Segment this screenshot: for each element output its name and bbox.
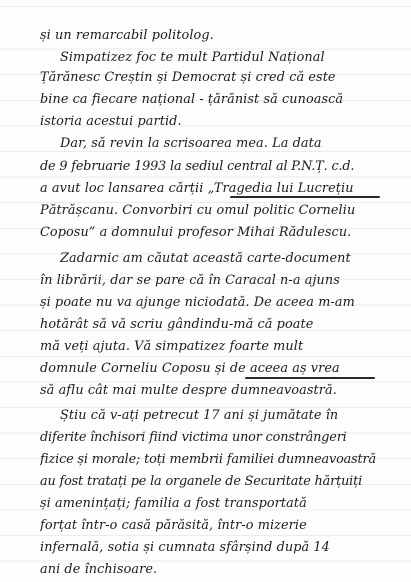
letter-line-25: ani de închisoare. — [40, 562, 158, 577]
letter-line-4: bine ca fiecare național - țărănist să cunoască — [40, 92, 344, 107]
letter-line-11: Zadarnic am căutat această carte-document — [60, 251, 351, 266]
letter-line-18: Știu că v-ați petrecut 17 ani și jumătate în — [60, 408, 339, 423]
letter-line-10: Coposu” a domnului profesor Mihai Rădulescu. — [40, 225, 352, 240]
letter-line-13: și poate nu va ajunge niciodată. De aceea m-am — [40, 295, 355, 310]
letter-line-19: diferite închisori fiind victima unor constrângeri — [40, 430, 347, 445]
letter-line-5: istoria acestui partid. — [40, 114, 182, 129]
letter-line-2: Simpatizez foc te mult Partidul Național — [60, 50, 325, 65]
letter-line-8: a avut loc lansarea cărții „Tragedia lui Lucrețiu — [40, 181, 354, 196]
letter-line-7: de 9 februarie 1993 la sediul central al P.N.Ț. c.d. — [40, 159, 355, 174]
letter-line-23: forțat într-o casă părăsită, într-o mizerie — [40, 518, 307, 533]
letter-line-12: în librării, dar se pare că în Caracal n-a ajuns — [40, 273, 340, 288]
letter-line-16: domnule Corneliu Coposu și de aceea aș vrea — [40, 361, 340, 376]
letter-line-3: Țărănesc Creștin și Democrat și cred că este — [40, 70, 336, 85]
letter-line-9: Pătrășcanu. Convorbiri cu omul politic Corneliu — [40, 203, 356, 218]
letter-line-20: fizice și morale; toți membrii familiei dumneavoastră — [40, 452, 376, 467]
letter-line-24: infernală, sotia și cumnata sfârșind după 14 — [40, 540, 330, 555]
letter-line-22: și amenințați; familia a fost transportată — [40, 496, 307, 511]
phrase-underline — [245, 377, 375, 379]
letter-line-15: mă veți ajuta. Vă simpatizez foarte mult — [40, 339, 304, 354]
title-underline — [230, 196, 380, 198]
letter-line-1: și un remarcabil politolog. — [40, 28, 214, 43]
letter-line-21: au fost tratați pe la organele de Securitate hărțuiți — [40, 474, 363, 489]
letter-line-6: Dar, să revin la scrisoarea mea. La data — [60, 136, 322, 151]
letter-line-17: să aflu cât mai multe despre dumneavoastră. — [40, 383, 337, 398]
letter-line-14: hotărât să vă scriu gândindu-mă că poate — [40, 317, 314, 332]
